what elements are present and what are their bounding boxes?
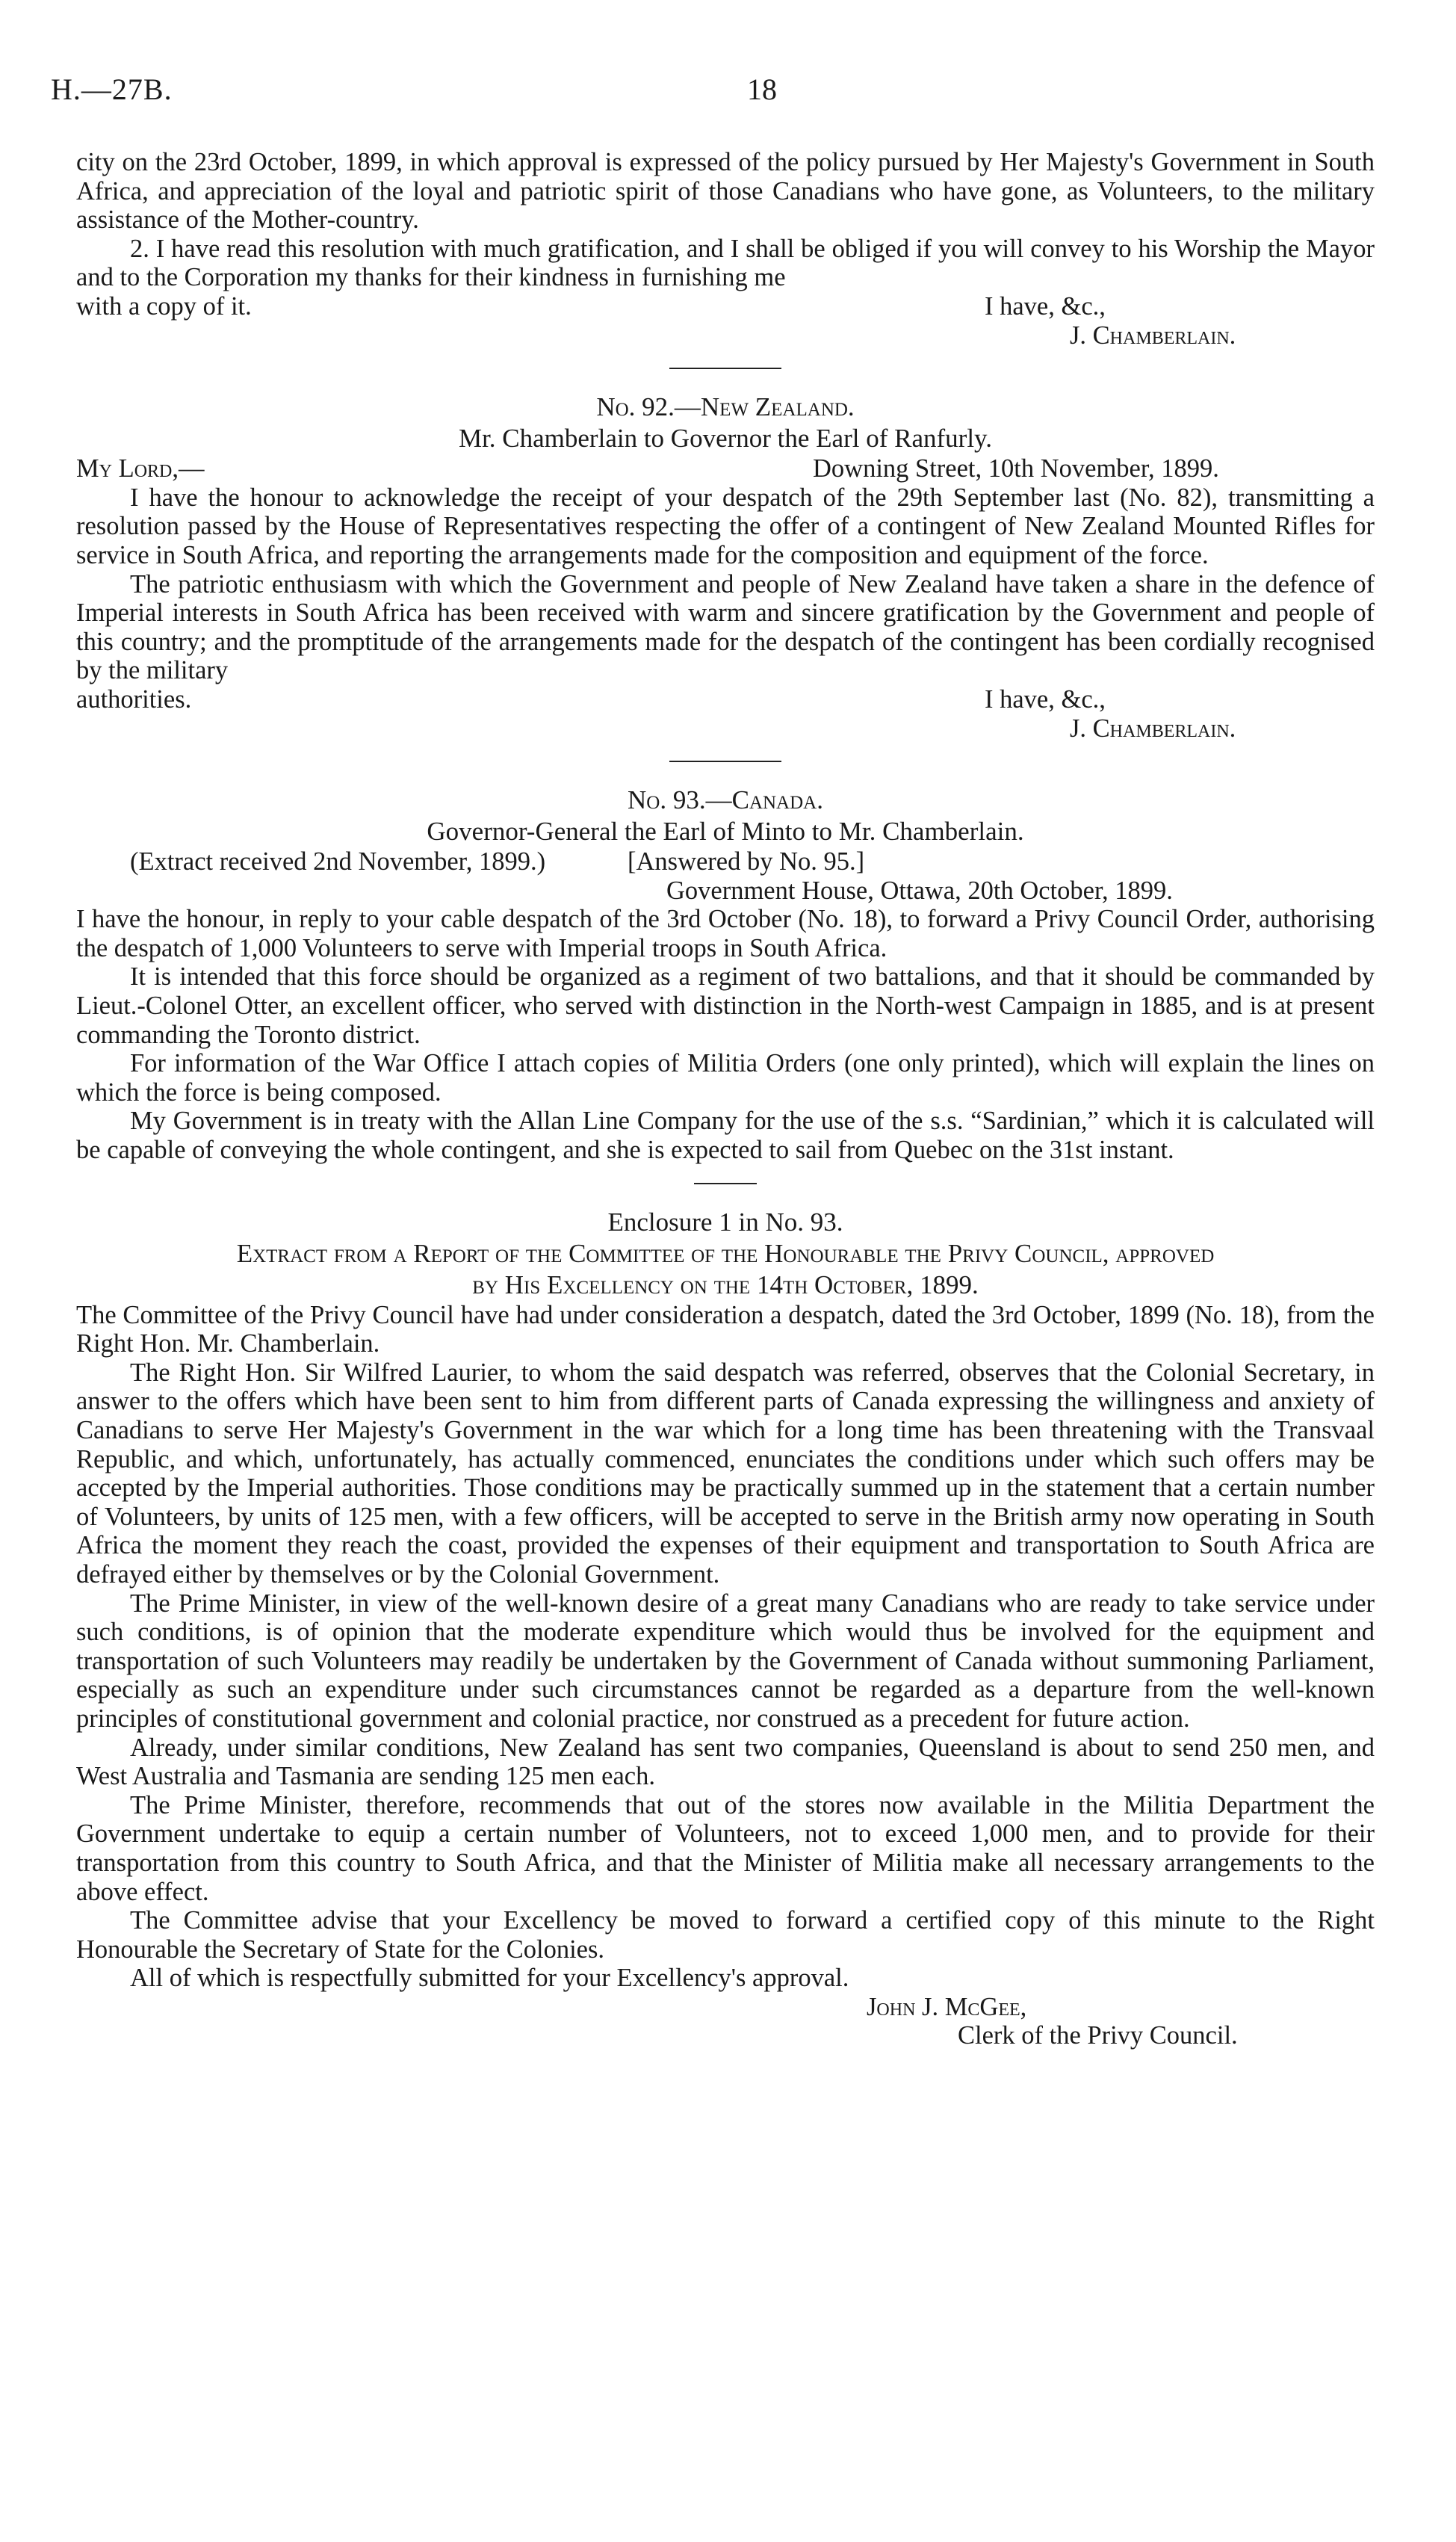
despatch-no-92 — [76, 392, 1375, 743]
section-divider — [669, 761, 781, 762]
document-reference: H.—27B. — [51, 72, 173, 106]
paragraph: The Prime Minister, in view of the well-known desire of a great many Canadians who are ready to take service under such conditions, is of opinion that the moderate expenditure which would thus be involved for the equipment and transportation of such Volunteers may readily be undertaken by the Government of Canada without summoning Parliament, especially as such an expenditure under such circumstances cannot be regarded as a departure from the well-known principles of constitutional government and colonial practice, nor construed as a precedent for future action. — [76, 1589, 1375, 1733]
paragraph: My Government is in treaty with the Allan Line Company for the use of the s.s. “Sardinian,” which it is calculated will be capable of conveying the whole contingent, and she is expected to sail from Quebec on the 31st instant. — [76, 1107, 1375, 1165]
paragraph: All of which is respectfully submitted for your Excellency's approval. — [130, 1964, 849, 1993]
page-header — [45, 72, 1375, 117]
page-number: 18 — [747, 72, 777, 106]
place-date: Government House, Ottawa, 20th October, 1899. — [666, 876, 1173, 905]
section-divider — [669, 368, 781, 369]
enclosure-1-no-93 — [76, 1207, 1375, 2050]
signatory-name: John J. McGee, — [867, 1992, 1027, 2021]
salutation-line — [76, 454, 1375, 483]
signatory-title: Clerk of the Privy Council. — [958, 2021, 1238, 2050]
extract-note: (Extract received 2nd November, 1899.) — [130, 847, 546, 876]
paragraph: Already, under similar conditions, New Zealand has sent two companies, Queensland is about to send 250 men, and West Australia and Tasmania are sending 125 men each. — [76, 1733, 1375, 1791]
paragraph: The Committee advise that your Excellency be moved to forward a certified copy of this minute to the Right Honourable the Secretary of State for the Colonies. — [76, 1906, 1375, 1964]
paragraph: For information of the War Office I attach copies of Militia Orders (one only printed), which will explain the lines on which the force is being composed. — [76, 1049, 1375, 1107]
place-date-line — [76, 876, 1375, 906]
place-date: Downing Street, 10th November, 1899. — [813, 454, 1219, 483]
section-divider — [694, 1183, 757, 1184]
closing-line — [76, 292, 1375, 321]
despatch-heading: No. 93.—Canada. — [628, 785, 823, 815]
signature-line — [76, 1993, 1375, 2022]
signature-line — [76, 714, 1375, 743]
previous-despatch-continuation — [76, 148, 1375, 350]
enclosure-title-line-2: by His Excellency on the 14th October, 1899. — [472, 1270, 979, 1299]
closing-formula: I have, &c., — [985, 684, 1106, 714]
closing-formula: I have, &c., — [985, 291, 1106, 321]
despatch-no-93 — [76, 785, 1375, 1165]
signatory-title-line — [76, 2021, 1375, 2050]
despatch-subheading: Governor-General the Earl of Minto to Mr. Chamberlain. — [427, 817, 1024, 847]
signature: J. Chamberlain. — [1070, 321, 1236, 350]
paragraph-end: with a copy of it. — [76, 291, 252, 321]
paragraph-end: authorities. — [76, 684, 192, 714]
salutation: My Lord,— — [76, 454, 205, 483]
closing-line — [76, 685, 1375, 714]
paragraph: The patriotic enthusiasm with which the Government and people of New Zealand have taken a share in the defence of Imperial interests in South Africa has been received with warm and sincere gratification by the Government and people of this country; and the promptitude of the arrangements made for the despatch of the contingent has been cordially recognised by the military — [76, 569, 1375, 685]
paragraph: The Right Hon. Sir Wilfred Laurier, to whom the said despatch was referred, observes that the Colonial Secretary, in answer to the offers which have been sent to him from different parts of Canada expressing the willingness and anxiety of Canadians to serve Her Majesty's Government in the war which for a long time has been threatening with the Transvaal Republic, and which, unfortunately, has actually commenced, enunciates the conditions under which such offers may be accepted by the Imperial authorities. Those conditions may be practically summed up in the statement that a certain number of Volunteers, by units of 125 men, with a few officers, will be accepted to serve in the British army now operating in South Africa the moment they reach the coast, provided the expenses of their equipment and transportation to South Africa are defrayed either by themselves or by the Colonial Government. — [76, 1358, 1375, 1589]
paragraph: I have the honour to acknowledge the receipt of your despatch of the 29th September last (No. 82), transmitting a resolution passed by the House of Representatives respecting the offer of a contingent of New Zealand Mounted Rifles for service in South Africa, and reporting the arrangements made for the composition and equipment of the force. — [76, 483, 1375, 569]
answered-note: [Answered by No. 95.] — [628, 847, 865, 876]
despatch-subheading: Mr. Chamberlain to Governor the Earl of Ranfurly. — [458, 424, 993, 454]
signature-line — [76, 321, 1375, 350]
paragraph: 2. I have read this resolution with much gratification, and I shall be obliged if you will convey to his Worship the Mayor and to the Corporation my thanks for their kindness in furnishing me — [76, 234, 1375, 292]
enclosure-title-line-1: Extract from a Report of the Committee of the Honourable the Privy Council, approved — [236, 1238, 1215, 1268]
paragraph: It is intended that this force should be organized as a regiment of two battalions, and that it should be commanded by Lieut.-Colonel Otter, an excellent officer, who served with distinction in the North-west Campaign in 1885, and is at present commanding the Toronto district. — [76, 962, 1375, 1049]
signature: J. Chamberlain. — [1070, 714, 1236, 743]
paragraph: city on the 23rd October, 1899, in which approval is expressed of the policy pursued by Her Majesty's Government in South Africa, and appreciation of the loyal and patriotic spirit of those Canadians who have gone, as Volunteers, to the military assistance of the Mother-country. — [76, 148, 1375, 235]
despatch-heading: No. 92.—New Zealand. — [596, 392, 855, 422]
paragraph: The Committee of the Privy Council have had under consideration a despatch, dated the 3rd October, 1899 (No. 18), from the Right Hon. Mr. Chamberlain. — [76, 1300, 1375, 1358]
paragraph: I have the honour, in reply to your cable despatch of the 3rd October (No. 18), to forward a Privy Council Order, authorising the despatch of 1,000 Volunteers to serve with Imperial troops in South Africa. — [76, 905, 1375, 962]
paragraph: The Prime Minister, therefore, recommends that out of the stores now available in the Militia Department the Government undertake to equip a certain number of Volunteers, not to exceed 1,000 men, and to provide for their transportation from this country to South Africa, and that the Minister of Militia make all necessary arrangements to the above effect. — [76, 1790, 1375, 1906]
extract-note-line — [76, 847, 1375, 876]
enclosure-heading: Enclosure 1 in No. 93. — [607, 1207, 843, 1237]
page-body — [76, 148, 1375, 2050]
